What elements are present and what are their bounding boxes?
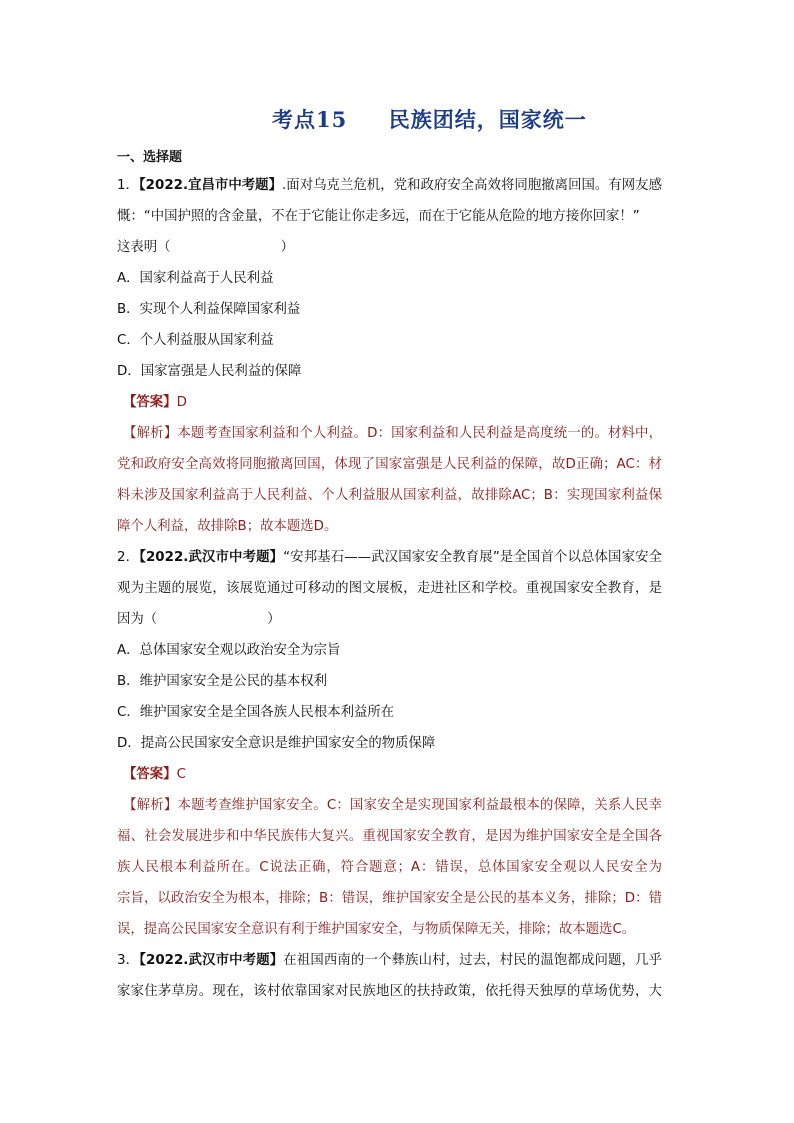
section-heading: 一、选择题 — [117, 150, 183, 165]
q2-answer — [117, 759, 662, 790]
q3-stem-text: 在祖国西南的一个彝族山村，过去，村民的温饱都成问题，几乎 — [283, 953, 663, 968]
q1-number: 1． — [117, 178, 139, 193]
q1-stem-line: 慨：“中国护照的含金量，不在于它能让你走多远，而在于它能从危险的地方接你回家！” — [117, 209, 640, 224]
q2-option-c: C．维护国家安全是全国各族人民根本利益所在 — [117, 705, 395, 720]
q2-analysis-line: 【解析】本题考查维护国家安全。C：国家安全是实现国家利益最根本的保障，关系人民幸 — [123, 798, 662, 813]
q1-option-c: C．个人利益服从国家利益 — [117, 333, 274, 348]
q1-stem-text: 这表明（ — [117, 240, 171, 255]
q1-answer — [117, 387, 662, 418]
q2-stem-line — [117, 604, 662, 635]
answer-tag: 【答案】 — [123, 767, 177, 782]
q3-stem-line: 家家住茅草房。现在，该村依靠国家对民族地区的扶持政策，依托得天独厚的草场优势，大 — [117, 984, 662, 999]
answer-tag: 【答案】 — [123, 395, 177, 410]
q1-analysis-line: 料未涉及国家利益高于人民利益、个人利益服从国家利益，故排除AC；B：实现国家利益保 — [117, 488, 662, 503]
q2-stem-text: ） — [267, 612, 281, 627]
q1-option-a: A．国家利益高于人民利益 — [117, 271, 274, 286]
page-title: 考点15 民族团结，国家统一 — [272, 107, 587, 132]
q1-option-d: D．国家富强是人民利益的保障 — [117, 364, 302, 379]
q2-number: 2． — [117, 550, 140, 565]
q3-number: 3． — [117, 953, 140, 968]
q2-stem-text: 因为（ — [117, 612, 158, 627]
q3-stem-line — [117, 945, 662, 976]
q2-stem-line: 观为主题的展览，该展览通过可移动的图文展板，走进社区和学校。重视国家安全教育，是 — [117, 581, 662, 596]
questions-body — [117, 170, 662, 1007]
q2-analysis-line: 福、社会发展进步和中华民族伟大复兴。重视国家安全教育，是因为维护国家安全是全国各 — [117, 829, 662, 844]
q2-source: 【2022.武汉市中考题】 — [139, 550, 284, 565]
q2-stem-text: “安邦基石——武汉国家安全教育展”是全国首个以总体国家安全 — [283, 550, 662, 565]
q2-analysis-line: 误，提高公民国家安全意识有利于维护国家安全，与物质保障无关，排除；故本题选C。 — [117, 922, 636, 937]
q2-analysis-line: 宗旨，以政治安全为根本，排除；B：错误，维护国家安全是公民的基本义务，排除；D：错 — [117, 891, 662, 906]
q1-option-b: B．实现个人利益保障国家利益 — [117, 302, 301, 317]
answer-value: D — [176, 395, 187, 410]
q1-analysis-line: 障个人利益，故排除B；故本题选D。 — [117, 519, 338, 534]
q1-stem-line — [117, 232, 662, 263]
q1-analysis-line: 党和政府安全高效将同胞撤离回国，体现了国家富强是人民利益的保障，故D正确；AC：材 — [117, 457, 662, 472]
q3-source: 【2022.武汉市中考题】 — [139, 953, 284, 968]
answer-value: C — [176, 767, 186, 782]
q1-stem-text: .面对乌克兰危机，党和政府安全高效将同胞撤离回国。有网友感 — [282, 178, 662, 193]
q2-analysis-line: 族人民根本利益所在。C说法正确，符合题意；A：错误，总体国家安全观以人民安全为 — [117, 860, 662, 875]
q1-analysis-line: 【解析】本题考查国家利益和个人利益。D：国家利益和人民利益是高度统一的。材料中， — [123, 426, 662, 441]
q1-stem-line — [117, 170, 662, 201]
q1-source: 【2022.宜昌市中考题】 — [138, 178, 283, 193]
q2-stem-line — [117, 542, 662, 573]
q1-stem-text: ） — [280, 240, 294, 255]
q2-option-a: A．总体国家安全观以政治安全为宗旨 — [117, 643, 341, 658]
q2-option-d: D．提高公民国家安全意识是维护国家安全的物质保障 — [117, 736, 436, 751]
q2-option-b: B．维护国家安全是公民的基本权利 — [117, 674, 328, 689]
